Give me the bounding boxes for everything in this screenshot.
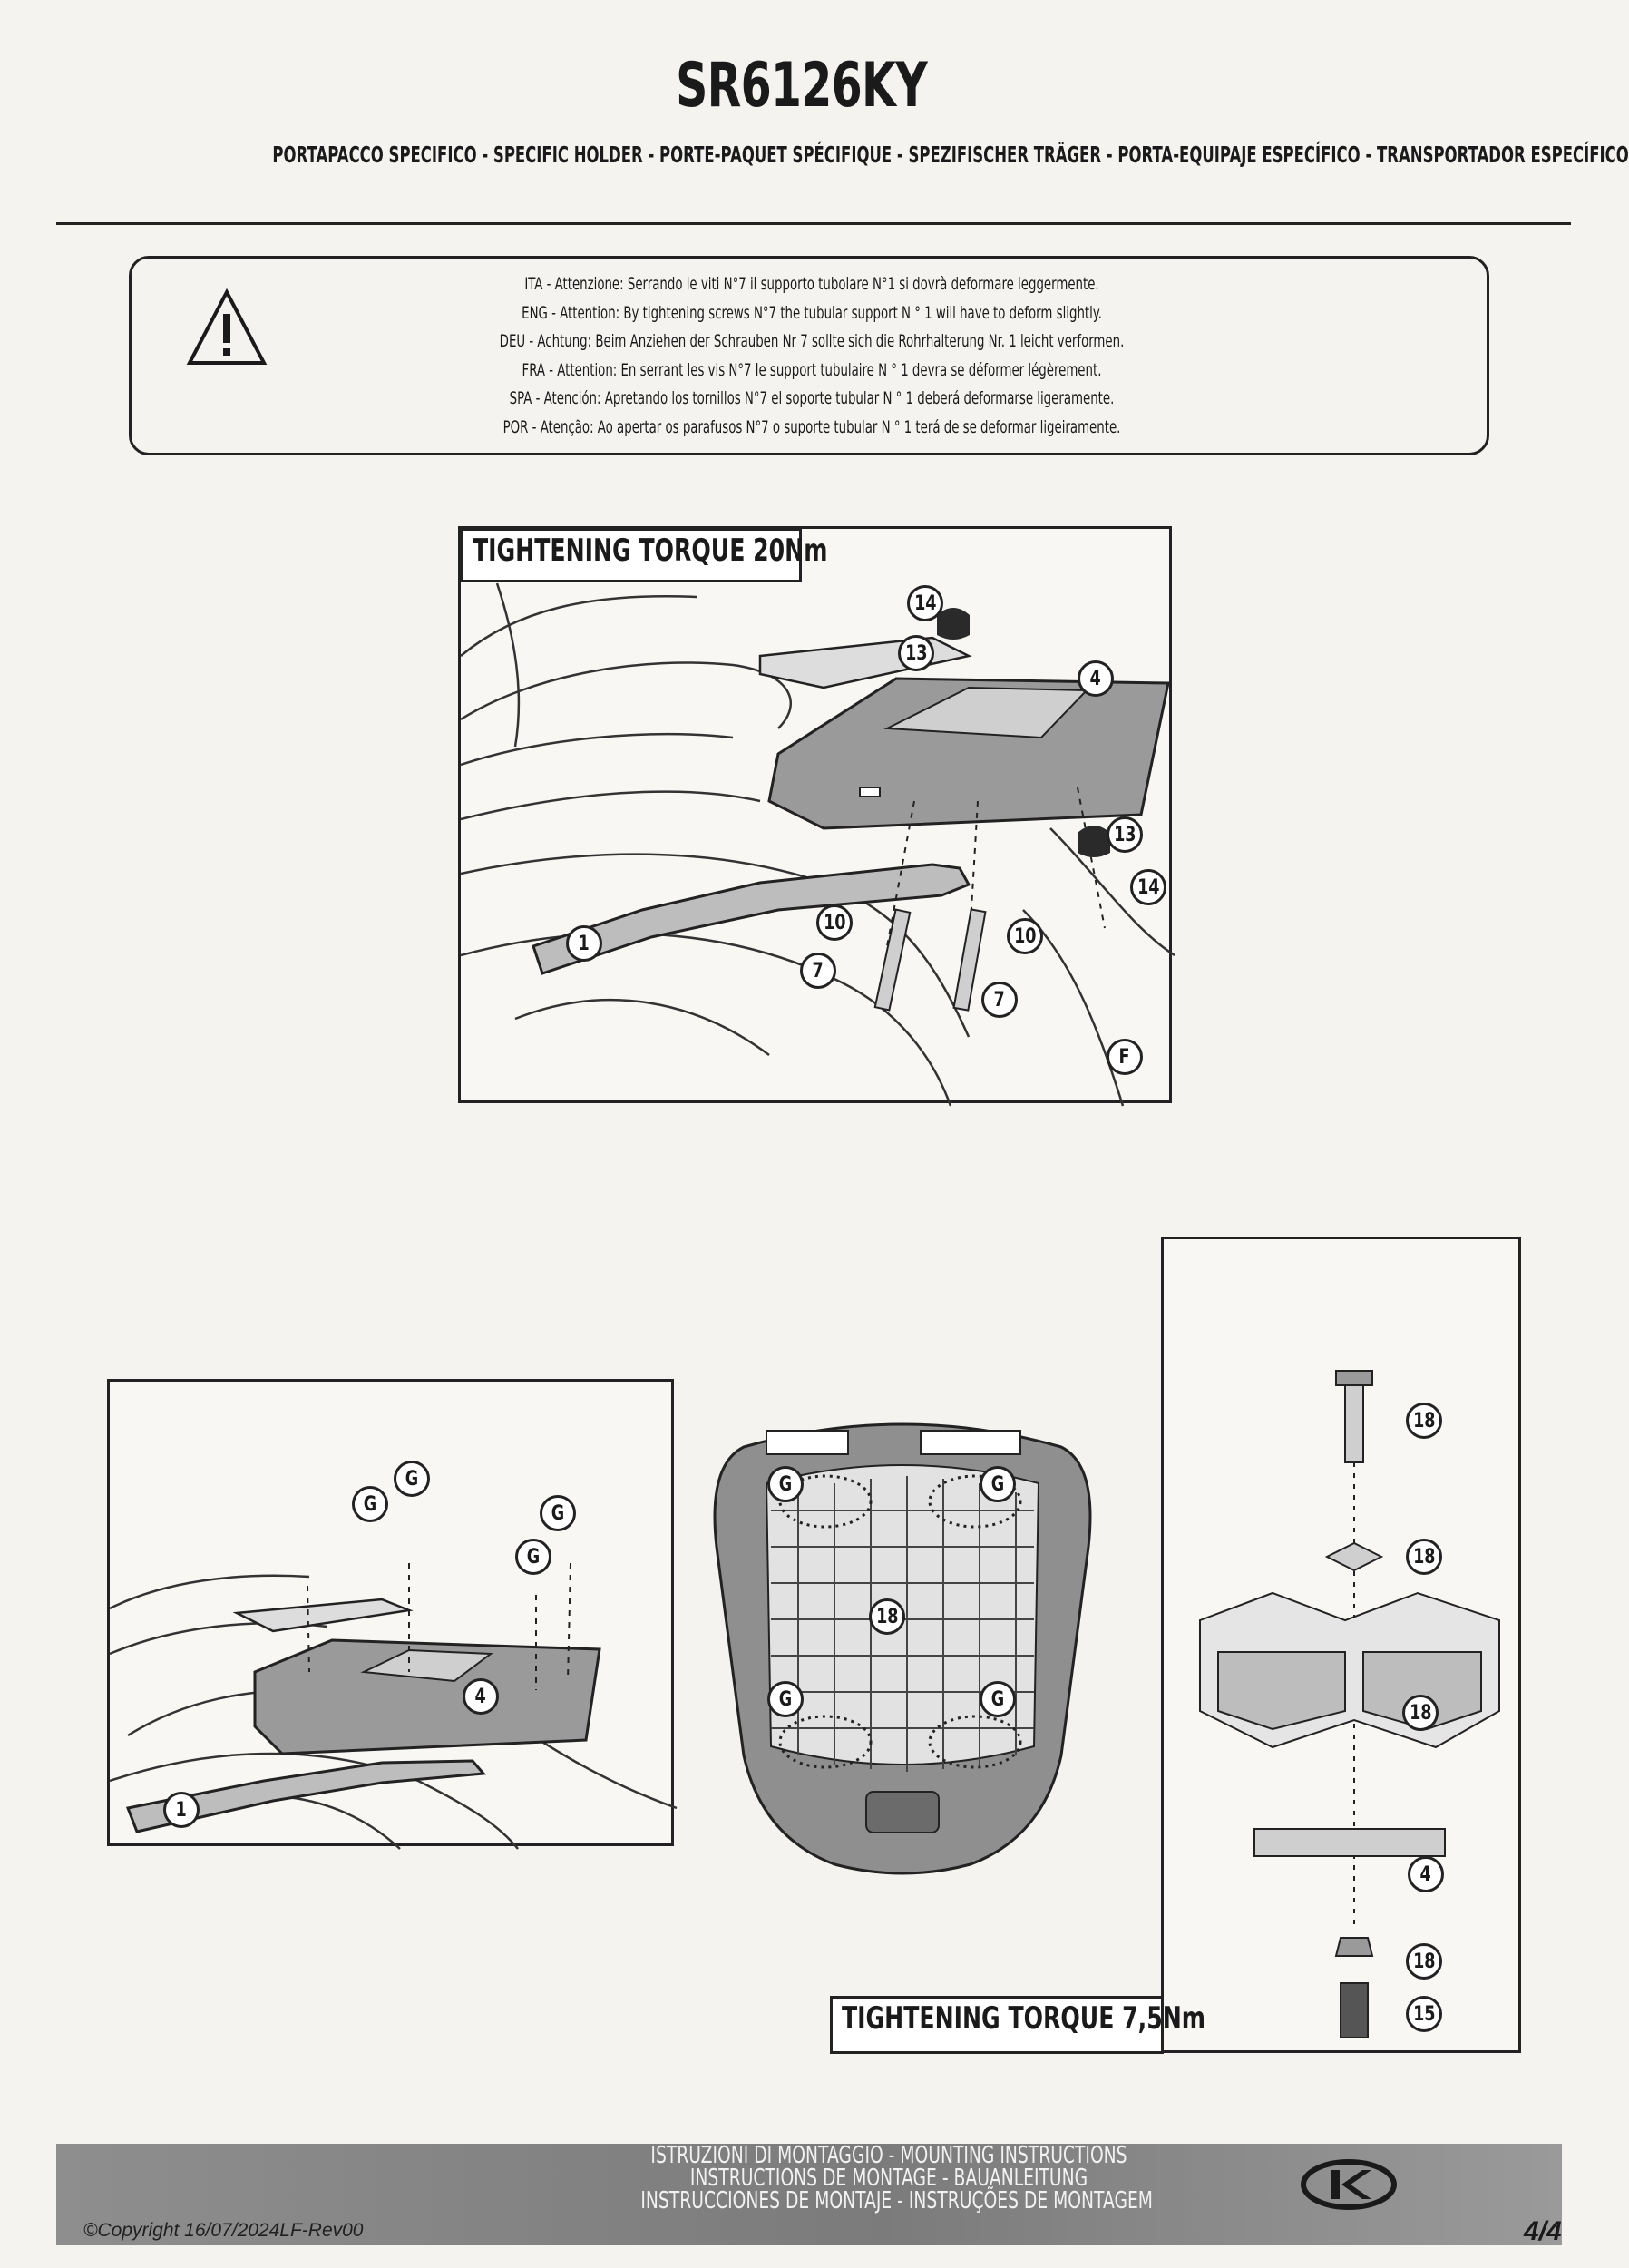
callout-g: G [515,1539,551,1575]
callout-18: 18 [869,1598,905,1635]
callout-13: 13 [1107,816,1143,853]
warning-line-ita: ITA - Attenzione: Serrando le viti N°7 il supporto tubolare N°1 si dovrà deformare leggermente. [524,274,1099,294]
figure-f-drawing [461,529,1175,1106]
warning-line-deu: DEU - Achtung: Beim Anziehen der Schrauben Nr 7 sollte sich die Rohrhalterung Nr. 1 leicht verformen. [499,331,1125,351]
document-subtitle: PORTAPACCO SPECIFICO - SPECIFIC HOLDER - PORTE-PAQUET SPÉCIFIQUE - SPEZIFISCHER TRÄGER - PORTA-EQUIPAJE ESPECÍFICO - TRANSPORTADOR ESPECÍFICO [272,142,1629,168]
base-plate-drawing [698,1411,1107,1882]
warning-text [381,270,1243,442]
callout-4: 4 [1408,1856,1444,1892]
page-number: 4/4 [1524,2216,1562,2246]
footer-line-3: INSTRUCCIONES DE MONTAJE - INSTRUÇÕES DE MONTAGEM [640,2187,1153,2214]
detail-panel [1161,1237,1521,2053]
header-divider [56,222,1571,225]
callout-f: F [1107,1039,1143,1075]
callout-7: 7 [981,982,1018,1018]
callout-10: 10 [816,904,853,941]
callout-14: 14 [907,585,943,621]
warning-line-por: POR - Atenção: Ao apertar os parafusos N°7 o suporte tubular N ° 1 terá de se deformar ligeiramente. [502,416,1121,437]
callout-g: G [980,1466,1016,1502]
callout-g: G [352,1486,388,1522]
callout-4: 4 [463,1678,499,1715]
warning-line-eng: ENG - Attention: By tightening screws N°7 the tubular support N ° 1 will have to deform slightly. [522,302,1102,323]
callout-g: G [394,1461,430,1497]
callout-g: G [767,1681,804,1717]
figure-g-panel [107,1379,674,1846]
copyright-text: ©Copyright 16/07/2024LF-Rev00 [83,2220,364,2241]
callout-18: 18 [1402,1695,1439,1731]
document-title: SR6126KY [676,50,927,122]
callout-g: G [540,1495,576,1531]
callout-7: 7 [800,953,836,989]
callout-4: 4 [1078,660,1114,697]
warning-line-spa: SPA - Atención: Apretando los tornillos N°7 el soporte tubular N ° 1 deberá deformarse ligeramente. [509,388,1115,408]
figure-f-panel [458,526,1172,1103]
warning-triangle-icon [186,288,268,367]
footer-line-1: ISTRUZIONI DI MONTAGGIO - MOUNTING INSTRUCTIONS [650,2142,1127,2169]
callout-g: G [767,1466,804,1502]
callout-18: 18 [1406,1539,1442,1575]
callout-10: 10 [1007,918,1043,954]
footer-instructions [544,2142,1234,2214]
callout-1: 1 [566,925,602,962]
torque-label-20nm: TIGHTENING TORQUE 20Nm [461,528,802,582]
figure-g-drawing [110,1382,677,1849]
callout-13: 13 [898,635,934,671]
callout-18: 18 [1406,1943,1442,1980]
callout-1: 1 [163,1792,200,1828]
footer-line-2: INSTRUCTIONS DE MONTAGE - BAUANLEITUNG [689,2165,1088,2192]
callout-15: 15 [1406,1996,1442,2032]
torque-label-7-5nm: TIGHTENING TORQUE 7,5Nm [830,1996,1164,2054]
warning-line-fra: FRA - Attention: En serrant les vis N°7 le support tubulaire N ° 1 devra se déformer légèrement. [522,359,1102,380]
detail-exploded-drawing [1164,1239,1524,2056]
callout-14: 14 [1130,869,1166,905]
kappa-logo-icon [1299,2157,1399,2212]
callout-18: 18 [1406,1403,1442,1439]
callout-g: G [980,1681,1016,1717]
